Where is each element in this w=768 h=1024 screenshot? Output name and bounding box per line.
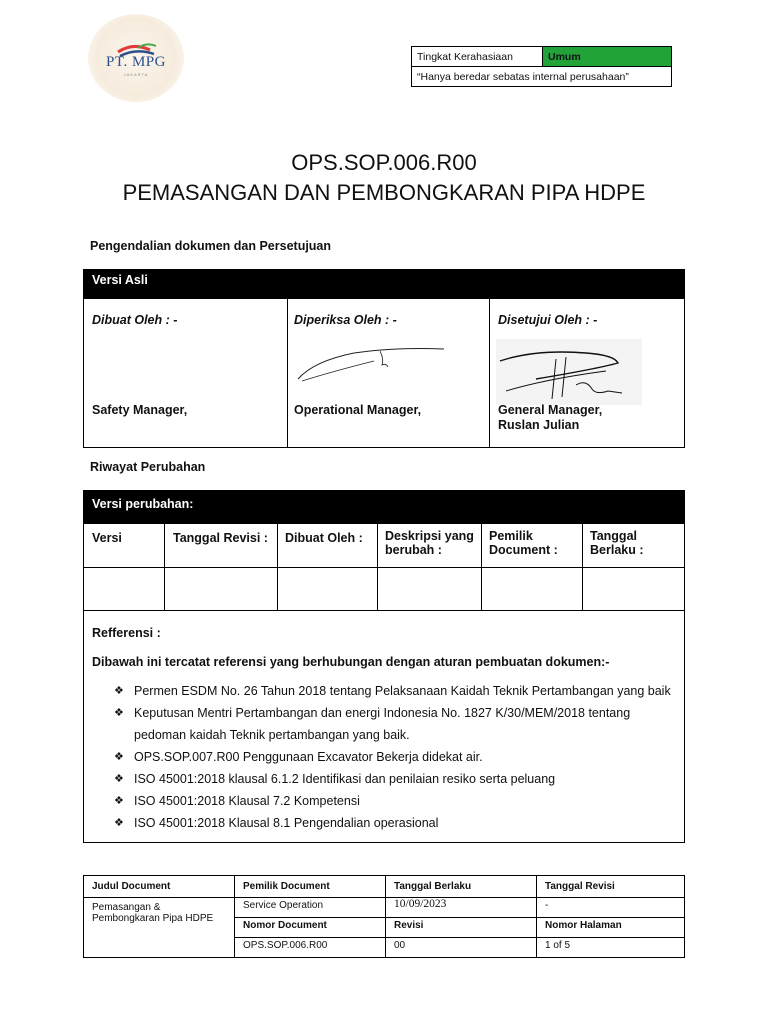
diamond-bullet-icon: ❖	[114, 795, 124, 807]
reference-item: ❖ ISO 45001:2018 Klausal 8.1 Pengendalian operasional	[110, 812, 680, 834]
logo-text: PT. MPG	[106, 54, 166, 70]
footer-h-nomor-halaman: Nomor Halaman	[537, 918, 685, 938]
diamond-bullet-icon: ❖	[114, 751, 124, 763]
checked-by-cell	[288, 299, 490, 448]
footer-h-nomor-document: Nomor Document	[235, 918, 386, 938]
history-cell	[482, 568, 583, 611]
footer-h-tanggal-berlaku: Tanggal Berlaku	[386, 876, 537, 898]
reference-item: ❖ ISO 45001:2018 Klausal 7.2 Kompetensi	[110, 790, 680, 812]
confidentiality-box	[411, 46, 672, 87]
checked-by-role: Operational Manager,	[294, 403, 422, 417]
reference-item: ❖ Permen ESDM No. 26 Tahun 2018 tentang Pelaksanaan Kaidah Teknik Pertambangan yang baik	[110, 680, 680, 702]
footer-h-judul: Judul Document	[84, 876, 235, 898]
checked-by-signature	[294, 343, 454, 387]
col-tanggal-revisi: Tanggal Revisi :	[165, 524, 278, 568]
references-heading: Refferensi :	[92, 626, 161, 640]
control-heading: Pengendalian dokumen dan Persetujuan	[90, 239, 332, 253]
references-list	[110, 680, 680, 834]
approval-table	[83, 269, 685, 448]
footer-h-revisi: Revisi	[386, 918, 537, 938]
diamond-bullet-icon: ❖	[114, 817, 124, 829]
history-cell	[165, 568, 278, 611]
reference-item: ❖ ISO 45001:2018 klausal 6.1.2 Identifikasi dan penilaian resiko serta peluang	[110, 768, 680, 790]
approved-by-cell	[490, 299, 685, 448]
history-cell	[583, 568, 685, 611]
diamond-bullet-icon: ❖	[114, 685, 124, 697]
footer-h-pemilik: Pemilik Document	[235, 876, 386, 898]
footer-title: Pemasangan & Pembongkaran Pipa HDPE	[84, 898, 235, 958]
footer-owner: Service Operation	[235, 898, 386, 918]
footer-revision-date: -	[537, 898, 685, 918]
history-cell	[378, 568, 482, 611]
approved-by-label: Disetujui Oleh : -	[498, 313, 598, 327]
history-header: Versi perubahan:	[84, 491, 685, 524]
approved-by-name: Ruslan Julian	[498, 418, 580, 432]
made-by-label: Dibuat Oleh : -	[92, 313, 178, 327]
footer-h-tanggal-revisi: Tanggal Revisi	[537, 876, 685, 898]
made-by-cell	[84, 299, 288, 448]
document-code: OPS.SOP.006.R00	[291, 150, 477, 175]
col-tanggal-berlaku: Tanggal Berlaku :	[583, 524, 685, 568]
history-cell	[84, 568, 165, 611]
checked-by-label: Diperiksa Oleh : -	[294, 313, 397, 327]
footer-effective-date: 10/09/2023	[386, 898, 537, 918]
reference-item: ❖ Keputusan Mentri Pertambangan dan energi Indonesia No. 1827 K/30/MEM/2018 tentang pedoman kaidah Teknik pertambangan yang baik.	[110, 702, 680, 746]
reference-item: ❖ OPS.SOP.007.R00 Penggunaan Excavator Bekerja didekat air.	[110, 746, 680, 768]
footer-page-number: 1 of 5	[537, 938, 685, 958]
diamond-bullet-icon: ❖	[114, 707, 124, 719]
approved-by-role: General Manager,	[498, 403, 603, 417]
history-table	[83, 490, 685, 843]
diamond-bullet-icon: ❖	[114, 773, 124, 785]
made-by-role: Safety Manager,	[92, 403, 188, 417]
col-pemilik: Pemilik Document :	[482, 524, 583, 568]
company-logo	[88, 14, 184, 102]
history-cell	[278, 568, 378, 611]
history-heading: Riwayat Perubahan	[90, 460, 206, 474]
col-versi: Versi	[84, 524, 165, 568]
confidentiality-label: Tingkat Kerahasiaan	[412, 47, 543, 67]
col-deskripsi: Deskripsi yang berubah :	[378, 524, 482, 568]
references-cell	[84, 611, 685, 843]
confidentiality-level: Umum	[543, 47, 672, 67]
footer-info-table	[83, 875, 685, 958]
footer-doc-number: OPS.SOP.006.R00	[235, 938, 386, 958]
approval-header: Versi Asli	[84, 270, 685, 299]
col-dibuat-oleh: Dibuat Oleh :	[278, 524, 378, 568]
logo-subtext: JAKARTA	[123, 72, 149, 77]
references-intro: Dibawah ini tercatat referensi yang berhubungan dengan aturan pembuatan dokumen:-	[92, 655, 610, 669]
footer-revision: 00	[386, 938, 537, 958]
approved-by-signature	[496, 339, 642, 405]
document-title: PEMASANGAN DAN PEMBONGKARAN PIPA HDPE	[122, 180, 646, 205]
confidentiality-note: “Hanya beredar sebatas internal perusahaan”	[412, 67, 672, 87]
